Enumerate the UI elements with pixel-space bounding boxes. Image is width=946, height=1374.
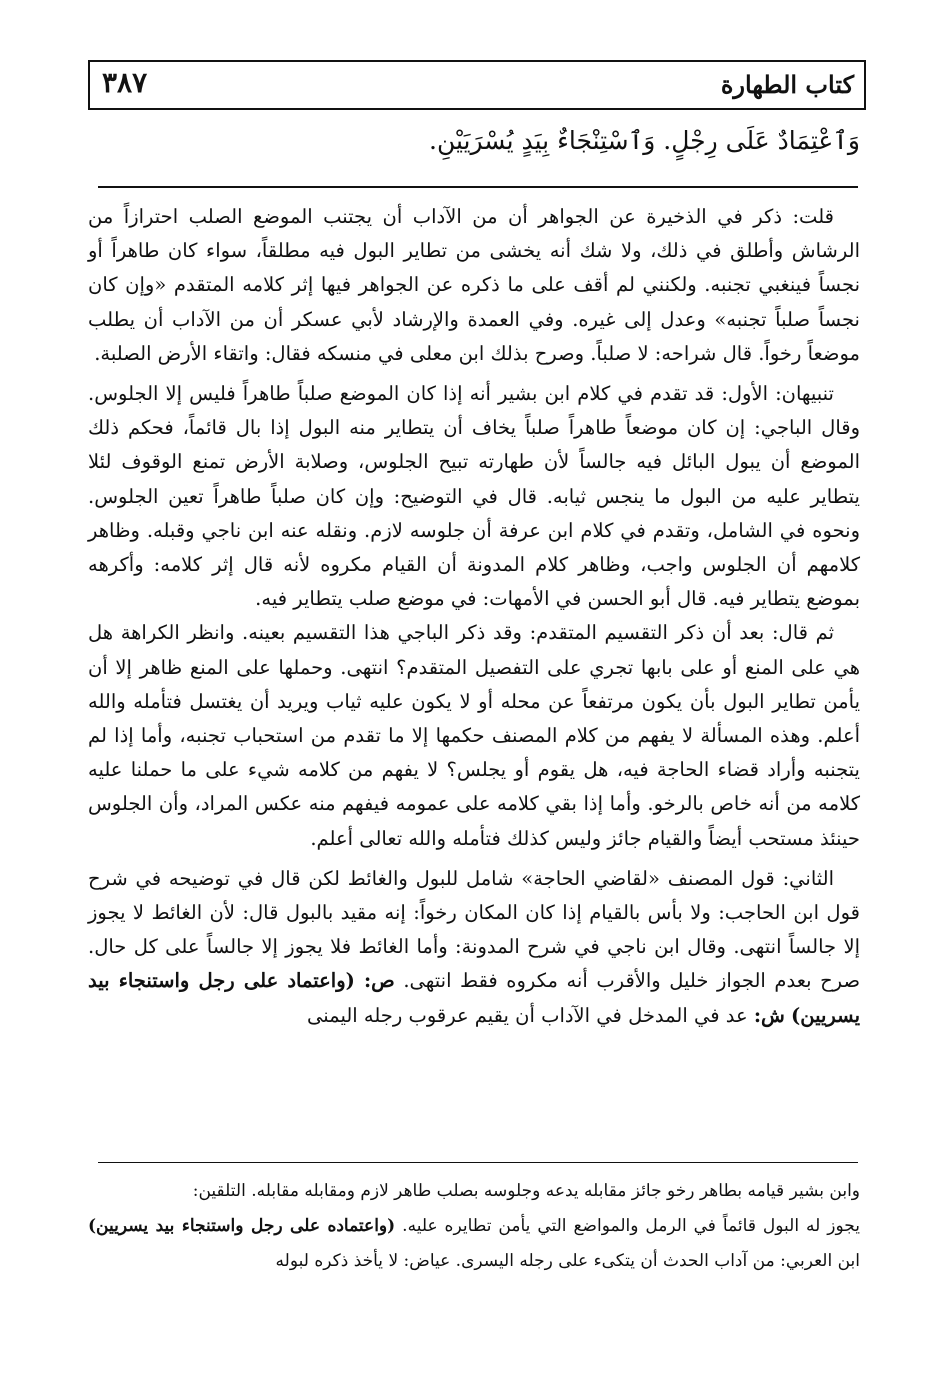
separator-rule	[98, 186, 858, 188]
paragraph-3: ثم قال: بعد أن ذكر التقسيم المتقدم: وقد ذكر الباجي هذا التقسيم بعينه. وانظر الكراهة هل هي على المنع أو على بابها تجري على التفصيل المتقدم؟ انتهى. وحملها على المنع ظاهر إلا أن يأمن تطاير البول بأن يكون مرتفعاً عن محله أو لا يكون عليه ثياب ويريد أن يغتسل فتأمله والله أعلم. وهذه المسألة لا يفهم من كلام المصنف حكمها إلا ما تقدم من استحباب تجنبه، وأما إذا لم يتجنبه وأراد قضاء الحاجة فيه، هل يقوم أو يجلس؟ لا يفهم من كلامه شيء على ما حملنا عليه كلامه من أنه خاص بالرخو. وأما إذا بقي كلامه على عمومه فيفهم منه عكس المراد، وأن الجلوس حينئذ مستحب أيضاً والقيام جائز وليس كذلك فتأمله والله تعالى أعلم.	[88, 621, 860, 850]
paragraph-4-tail: عد في المدخل في الآداب أن يقيم عرقوب رجله اليمنى	[307, 1003, 748, 1027]
matn-text: وَٱعْتِمَادٌ عَلَى رِجْلٍ. وَٱسْتِنْجَاءٌ بِيَدٍ يُسْرَيَيْنِ.	[429, 126, 860, 155]
paragraph-4-matn: ص: (واعتماد على رجل واستنجاء بيد يسريين)	[88, 969, 860, 1027]
footnote-line-3: ابن العربي: من آداب الحدث أن يتكىء على رجله اليسرى. عياض: لا يأخذ ذكره لبوله	[275, 1251, 860, 1271]
footnote-line-2-text: يجوز له البول قائماً في الرمل والمواضع التي يأمن تطايره عليه.	[402, 1216, 861, 1236]
footnote-line-1: وابن بشير قيامه بطاهر رخو جائز مقابله يدعه وجلوسه بصلب طاهر لازم ومقابله مقابله. التلقين:	[192, 1181, 860, 1201]
paragraph-4-label: ش:	[753, 1003, 785, 1027]
paragraph-1: قلت: ذكر في الذخيرة عن الجواهر أن من الآداب أن يجتنب الموضع الصلب احترازاً من الرشاش وأطلق في ذلك، ولا شك أنه يخشى من تطاير البول فيه مطلقاً، سواء كان طاهراً أو نجساً فينغبي تجنبه. ولكنني لم أقف على ما ذكره عن الجواهر فيها إثر كلامه المتقدم «وإن كان نجساً صلباً تجنبه» وعدل إلى غيره. وفي العمدة والإرشاد لأبي عسكر أن من الآداب أن يطلب موضعاً رخواً. قال شراحه: لا صلباً. وصرح بذلك ابن معلى في منسكه فقال: واتقاء الأرض الصلبة.	[88, 205, 860, 365]
footnote-line-2	[88, 1209, 860, 1279]
commentary-body	[88, 200, 860, 1033]
footnote-separator	[98, 1162, 858, 1163]
paragraph-4-text: الثاني: قول المصنف «لقاضي الحاجة» شامل للبول والغائط لكن قال في توضيحه في شرح قول ابن الحاجب: ولا بأس بالقيام إذا كان المكان رخواً: إنه مقيد بالبول قال: لأن الغائط لا يجوز إلا جالساً انتهى. وقال ابن ناجي في شرح المدونة: وأما الغائط فلا يجوز إلا جالساً على كل حال. صرح بعدم الجواز خليل والأقرب أنه مكروه فقط انتهى.	[88, 866, 861, 993]
chapter-title: كتاب الطهارة	[720, 70, 854, 99]
page-number: ٣٨٧	[102, 66, 148, 99]
paragraph-4	[88, 862, 860, 1033]
paragraph-2: تنبيهان: الأول: قد تقدم في كلام ابن بشير أنه إذا كان الموضع صلباً طاهراً فليس إلا الجلوس. وقال الباجي: إن كان موضعاً طاهراً صلباً يخاف أن يتطاير منه البول إذا بال قائماً، فحكم ذلك الموضع أن يبول البائل فيه جالساً لأن طهارته تبيح الجلوس، وصلابة الأرض تمنع الوقوف لئلا يتطاير عليه من البول ما ينجس ثيابه. قال في التوضيح: وإن كان صلباً طاهراً تعين الجلوس. ونحوه في الشامل، وتقدم في كلام ابن عرفة أن جلوسه لازم. ونقله عنه ابن ناجي وقبله. وظاهر كلامهم أن الجلوس واجب، وظاهر كلام المدونة أن القيام مكروه لأنه قال إثر كلامه: وأكرهه بموضع يتطاير فيه. قال أبو الحسن في الأمهات: في موضع صلب يتطاير فيه.	[88, 382, 860, 611]
running-header	[88, 60, 866, 110]
footnote-matn: (واعتماده على رجل واستنجاء بيد يسريين)	[88, 1216, 396, 1236]
footnote-area	[88, 1174, 860, 1279]
